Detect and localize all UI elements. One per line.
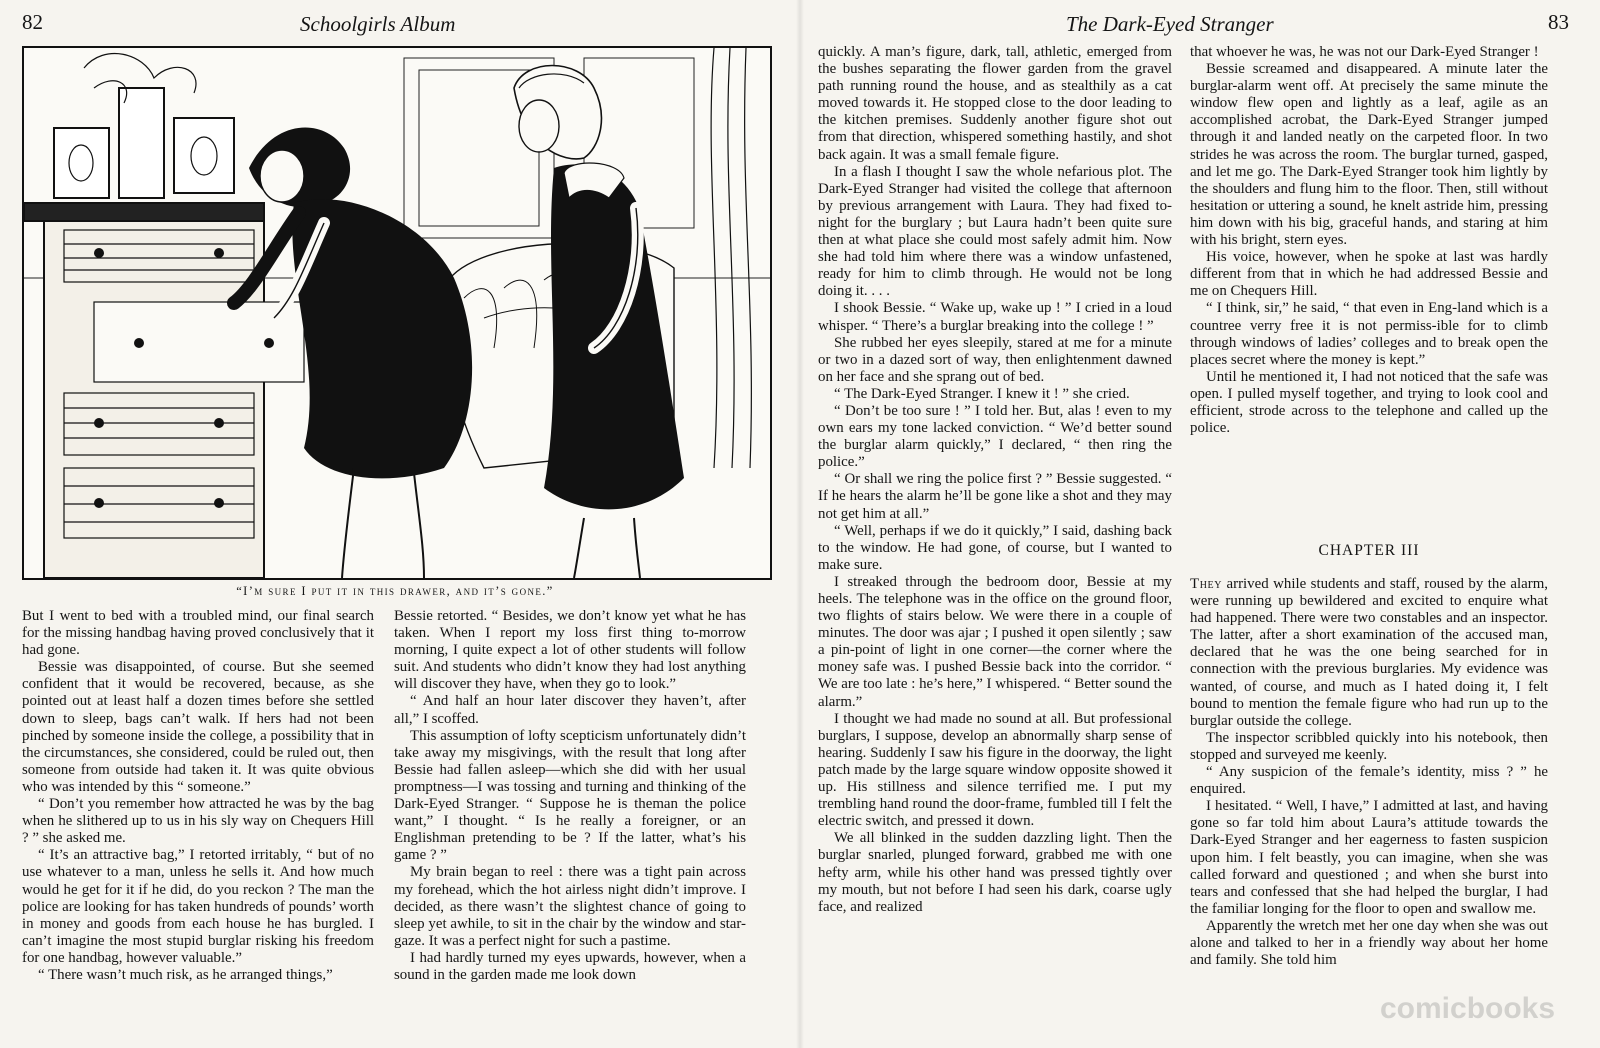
- paragraph: “ Or shall we ring the police first ? ” Bessie suggested. “ If he hears the alarm he’ll be gone like a shot and they may not get him at all.”: [818, 471, 1172, 522]
- page-number-left: 82: [22, 10, 43, 34]
- paragraph: Bessie retorted. “ Besides, we don’t know yet what he has taken. When I report my loss first thing to-morrow morning, I quite expect a lot of other students will follow suit. And students who didn’t know they had lost anything will discover they have, when they go to look.”: [394, 608, 746, 693]
- paragraph: But I went to bed with a troubled mind, our final search for the missing handbag having proved conclusively that it had gone.: [22, 608, 374, 659]
- paragraph: I shook Bessie. “ Wake up, wake up ! ” I cried in a loud whisper. “ There’s a burglar breaking into the college ! ”: [818, 300, 1172, 334]
- paragraph: His voice, however, when he spoke at last was hardly different from that in which he had addressed Bessie and me on Chequers Hill.: [1190, 249, 1548, 300]
- paragraph: She rubbed her eyes sleepily, stared at me for a minute or two in a dazed sort of way, then enlightenment dawned on her face and she sprang out of bed.: [818, 334, 1172, 385]
- right-column-2: [1190, 44, 1548, 437]
- right-column-1: [818, 44, 1172, 916]
- paragraph: Bessie screamed and disappeared. A minute later the burglar-alarm went off. At precisely the same minute the window flew open and lightly as a leaf, agile as an accomplished acrobat, the Dark-Eyed Stranger jumped through it and landed neatly on the carpeted floor. In two strides he was across the room. The burglar turned, gasped, and let me go. The Dark-Eyed Stranger took him lightly by the shoulders and flung him to the floor. Then, still without hesitation or uttering a sound, he knelt astride him, pressing him down with his big, graceful hands, and staring at him with his bright, stern eyes.: [1190, 61, 1548, 249]
- paragraph: “ And half an hour later discover they haven’t, after all,” I scoffed.: [394, 693, 746, 727]
- paragraph: Apparently the wretch met her one day when she was out alone and talked to her in a friendly way about her home and family. She told him: [1190, 917, 1548, 969]
- paragraph: Bessie was disappointed, of course. But she seemed confident that it would be recovered, because, as she pointed out at least half a dozen times before she settled down to sleep, bags can’t walk. If hers had not been pinched by someone inside the college, a possibility that in the circumstances, she considered, could be ruled out, then someone from outside had taken it. It was quite obvious who was intended by this “ someone.”: [22, 659, 374, 795]
- paragraph: “ I think, sir,” he said, “ that even in Eng-land which is a countree verry free it is not permiss-ible for to climb through windows of ladies’ colleges and to break open the places secret where the money is kept.”: [1190, 300, 1548, 368]
- paragraph: “ It’s an attractive bag,” I retorted irritably, “ but of no use whatever to a man, unless he sells it. And how much would he get for it if he did, do you reckon ? The man the police are looking for has taken hundreds of pounds’ worth in money and goods from each house he has burgled. I can’t imagine the most stupid burglar risking his freedom for one handbag, however valuable.”: [22, 847, 374, 966]
- chapter-heading: CHAPTER III: [1318, 542, 1420, 559]
- illustration: [22, 46, 772, 580]
- paragraph: Until he mentioned it, I had not noticed that the safe was open. I pulled myself together, and trying to look cool and efficient, strode across to the telephone and called up the police.: [1190, 368, 1548, 437]
- paragraph: This assumption of lofty scepticism unfortunately didn’t take away my misgivings, with the result that long after Bessie had fallen asleep—which she did with her usual promptness—I was tossing and turning and thinking of the Dark-Eyed Stranger. “ Suppose he is theman the police want,” I thought. “ Is he really a foreigner, or an Englishman pretending to be ? If the latter, what’s his game ? ”: [394, 727, 746, 864]
- right-column-2-chapter: [1190, 576, 1548, 969]
- watermark: comicbooks: [1380, 992, 1556, 1025]
- paragraph: “ Well, perhaps if we do it quickly,” I said, dashing back to the window. He had gone, of course, but I wanted to make sure.: [818, 522, 1172, 573]
- paragraph: In a flash I thought I saw the whole nefarious plot. The Dark-Eyed Stranger had visited the college that afternoon by previous arrangement with Laura. They had fixed to-night for the burglary ; but Laura hadn’t been quite sure then at what place she could most safely admit him. Now she had told him where there was a window unfastened, ready for him to climb through. He would not be long doing it. . . .: [818, 163, 1172, 300]
- chapter-lead-word: They: [1190, 576, 1223, 592]
- paragraph: “ Don’t be too sure ! ” I told her. But, alas ! even to my own ears my tone lacked conviction. “ We’d better sound the burglar alarm quickly,” I declared, “ then ring the police.”: [818, 402, 1172, 471]
- running-head-right: The Dark-Eyed Stranger: [1066, 12, 1274, 36]
- paragraph: that whoever he was, he was not our Dark-Eyed Stranger !: [1190, 44, 1539, 60]
- paragraph: “ The Dark-Eyed Stranger. I knew it ! ” she cried.: [834, 385, 1130, 402]
- left-column-2: [394, 608, 746, 984]
- paragraph: “ Any suspicion of the female’s identity, miss ? ” he enquired.: [1190, 764, 1548, 798]
- illustration-caption: “I’m sure I put it in this drawer, and it’s gone.”: [236, 584, 554, 598]
- chapter-first-paragraph: [1190, 576, 1548, 730]
- paragraph: I streaked through the bedroom door, Bessie at my heels. The telephone was in the office on the ground floor, two flights of stairs below. We were there in a couple of minutes. The door was ajar ; I pushed it open silently ; saw a pin-point of light in one corner—the corner where the money safe was. I pushed Bessie back into the corridor. “ We are too late : he’s here,” I whispered. “ Better sound the alarm.”: [818, 573, 1172, 710]
- paragraph: quickly. A man’s figure, dark, tall, athletic, emerged from the bushes separating the flower garden from the gravel path running round the house, and as stealthily as a cat moved towards it. He stopped close to the door leading to the kitchen premises. Suddenly another figure shot out from that direction, whispered something hastily, and shot back again. It was a small female figure.: [818, 44, 1172, 163]
- chapter-first-text: arrived while students and staff, roused by the alarm, were running up bewildered and excited to enquire what had happened. There were two constables and an inspector. The latter, after a short examination of the accused man, declared that he was the one being searched for in connection with the previous burglaries. My evidence was wanted, of course, and much as I hated doing it, I felt bound to mention the female figure who had run up to the burglar outside the college.: [1190, 576, 1548, 729]
- paragraph: My brain began to reel : there was a tight pain across my forehead, which the hot airless night didn’t improve. I decided, as there wasn’t the slightest chance of going to sleep yet awhile, to sit in the chair by the window and star-gaze. It was a perfect night for such a pastime.: [394, 864, 746, 949]
- paragraph: “ Don’t you remember how attracted he was by the bag when he slithered up to us in his sly way on Chequers Hill ? ” she asked me.: [22, 796, 374, 847]
- paragraph: We all blinked in the sudden dazzling light. Then the burglar snarled, plunged forward, grabbed me with one hefty arm, while his other hand was pressed tightly over my mouth, but not before I had seen his dark, coarse ugly face, and realized: [818, 830, 1172, 915]
- left-column-1: [22, 608, 374, 984]
- paragraph: The inspector scribbled quickly into his notebook, then stopped and surveyed me keenly.: [1190, 729, 1548, 763]
- running-head-left: Schoolgirls Album: [300, 12, 456, 36]
- paragraph: I thought we had made no sound at all. But professional burglars, I suppose, develop an abnormally sharp sense of hearing. Suddenly I saw his figure in the doorway, the light patch made by the large square window opposite showed it up. His stillness and silence terrified me. I put my trembling hand round the door-frame, fumbled till I felt the electric switch, and pressed it down.: [818, 710, 1172, 830]
- paragraph: I hesitated. “ Well, I have,” I admitted at last, and having gone so far told him about Laura’s attitude towards the Dark-Eyed Stranger and her eagerness to fasten suspicion upon him. I felt beastly, you can imagine, when she was called forward and questioned ; and when she burst into tears and confessed that she had helped the burglar, I had the familiar longing for the floor to open and swallow me.: [1190, 798, 1548, 917]
- page-number-right: 83: [1548, 10, 1569, 34]
- illustration-drawing: [24, 48, 770, 578]
- paragraph: I had hardly turned my eyes upwards, however, when a sound in the garden made me look down: [394, 949, 746, 983]
- paragraph: “ There wasn’t much risk, as he arranged things,”: [38, 966, 333, 983]
